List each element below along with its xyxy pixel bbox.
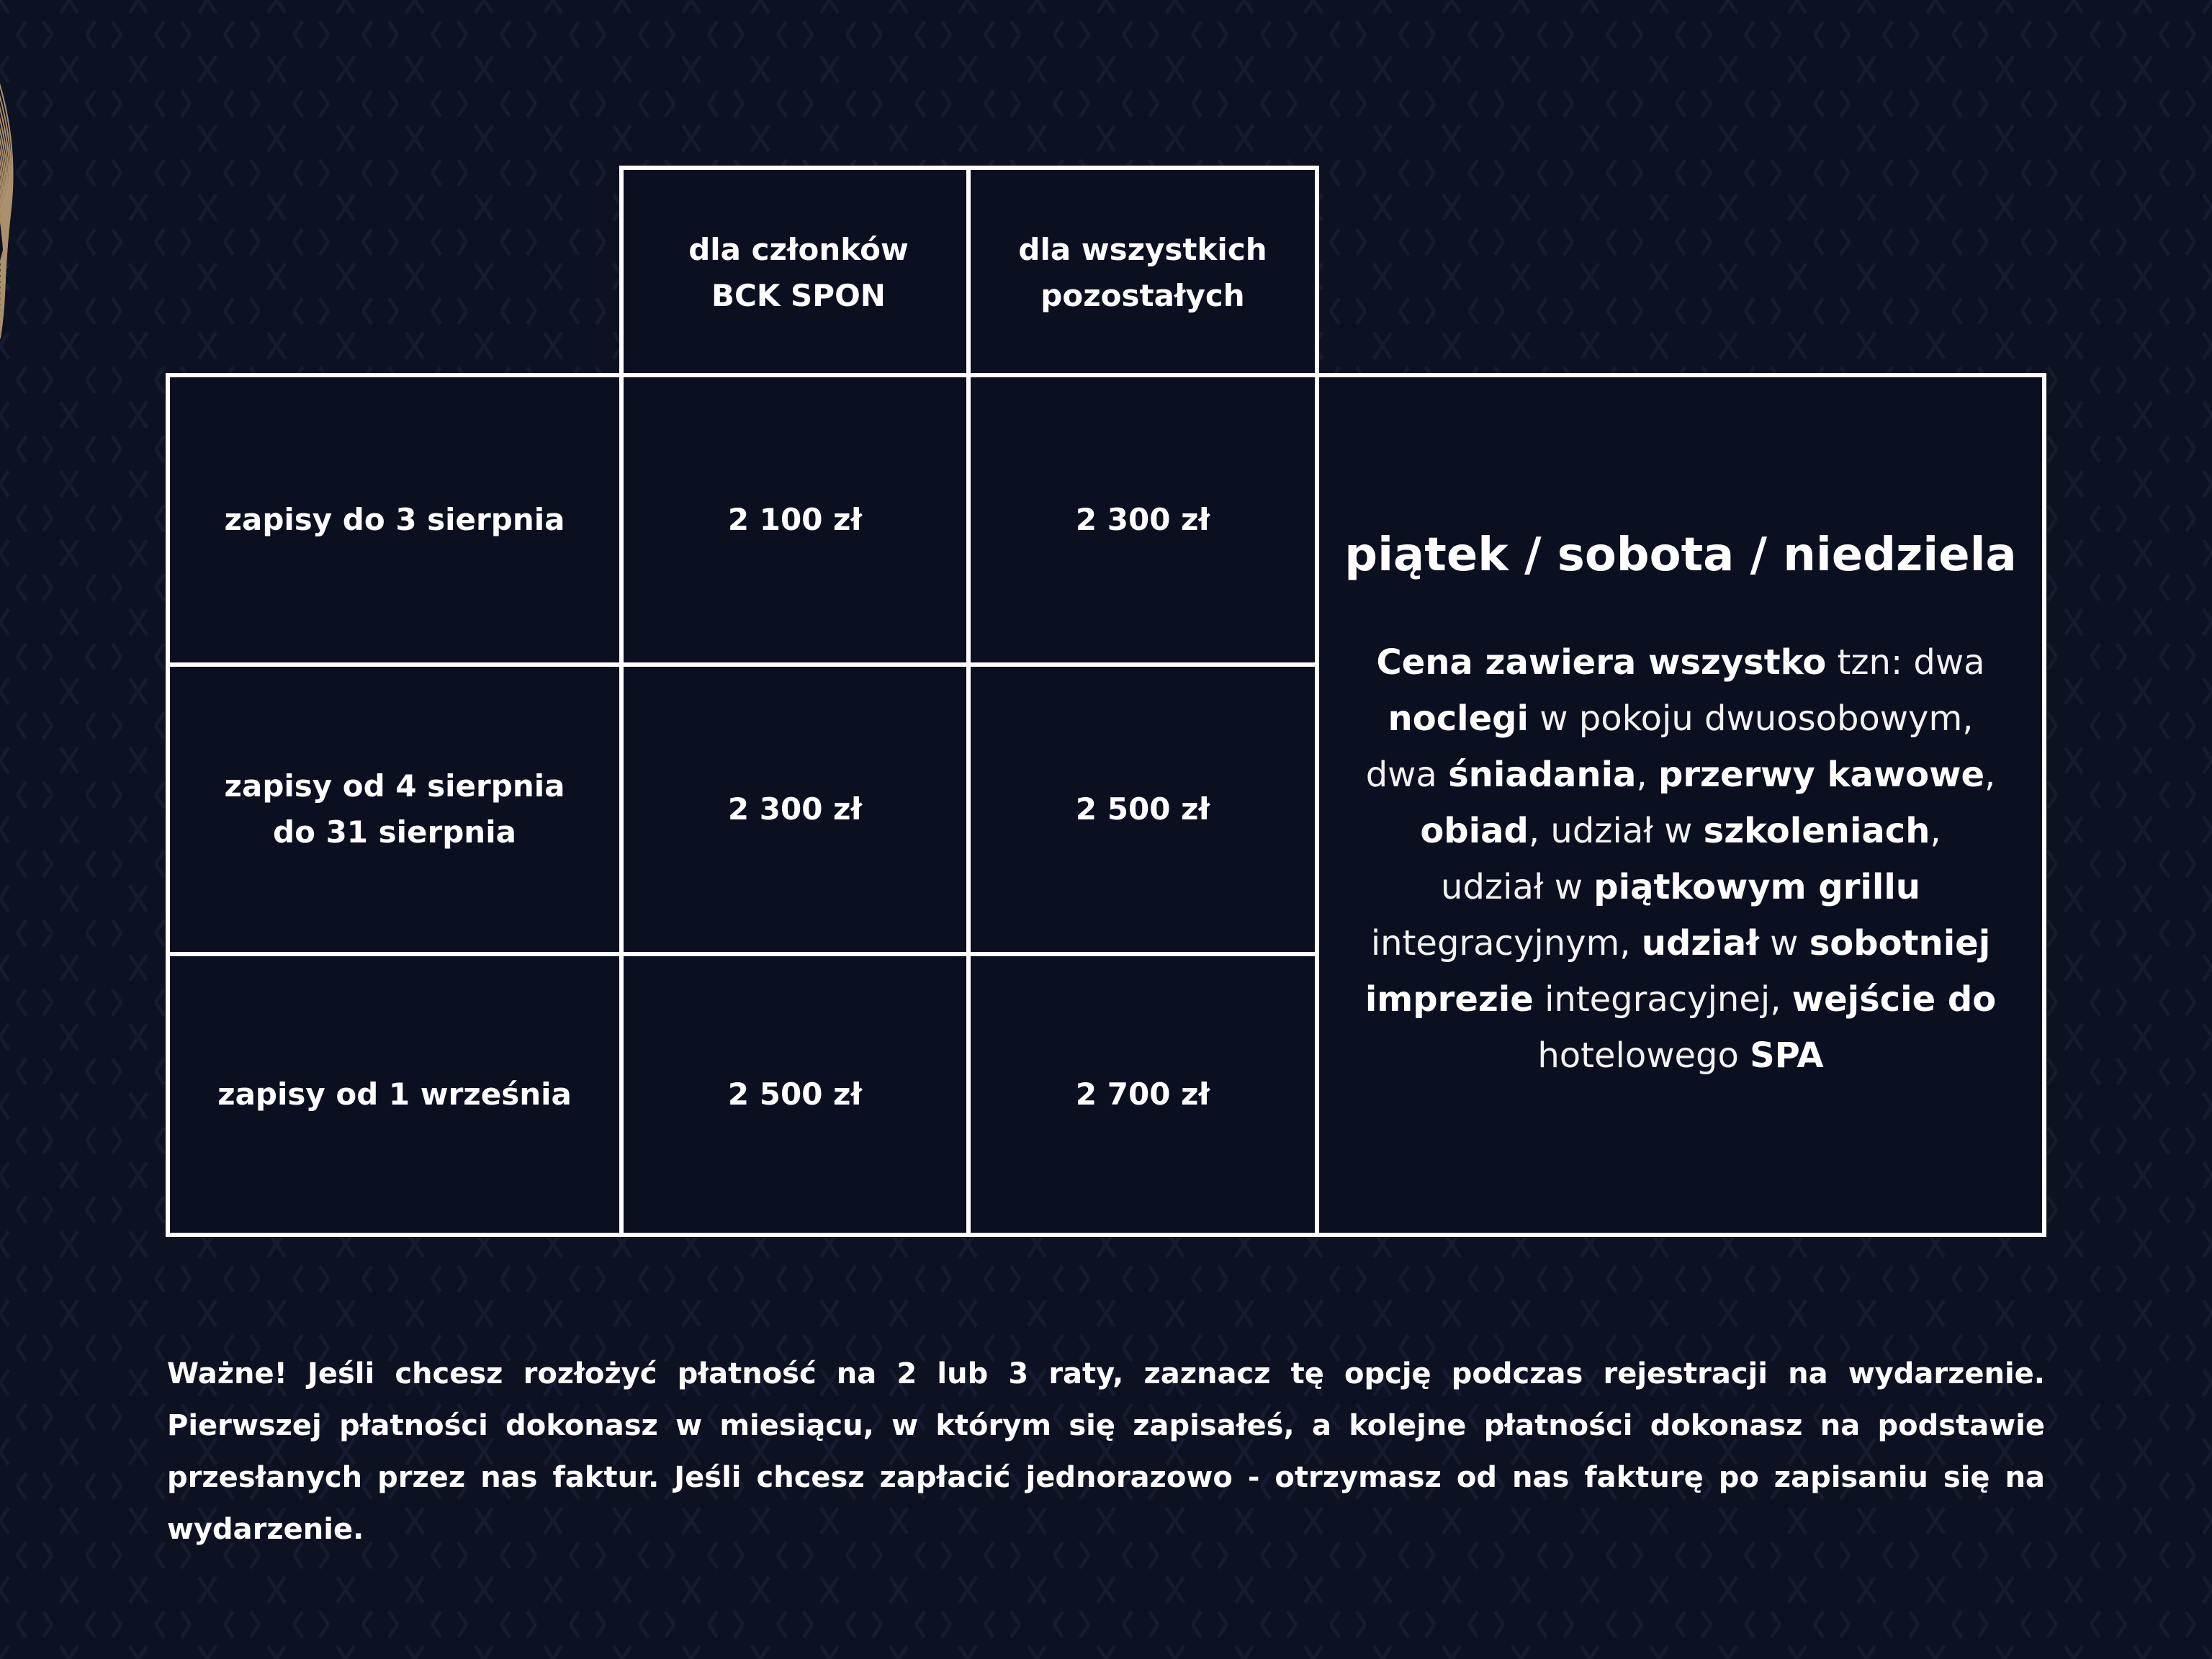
price-members: 2 100 zł [727,502,863,537]
description-bold-segment: udział [1641,923,1759,963]
description-bold-segment: przerwy kawowe [1658,755,1985,795]
row-label-cell [166,662,624,956]
description-bold-segment: wejście do [1791,979,1997,1020]
description-bold-segment: SPA [1750,1035,1824,1076]
description-bold-segment: obiad [1420,811,1529,851]
price-cell [966,373,1319,667]
description-segment: integracyjnej, [1533,979,1792,1020]
description-bold-segment: noclegi [1388,698,1529,739]
description-bold-segment: szkoleniach [1703,811,1930,851]
days-title: piątek / sobota / niedziela [1344,529,2017,582]
price-members: 2 300 zł [727,791,863,827]
description-bold-segment: sobotniej imprezie [1364,923,1991,1020]
price-others: 2 700 zł [1075,1076,1210,1112]
header-members-label: dla członków BCK SPON [688,232,909,313]
row-label-cell [166,373,624,667]
header-others-label: dla wszystkich pozostałych [1018,232,1267,313]
price-includes-text [1364,634,1997,1084]
price-cell [619,952,971,1237]
description-bold-segment: Cena zawiera wszystko [1376,642,1827,683]
price-others: 2 300 zł [1075,502,1210,537]
description-segment: hotelowego [1537,1035,1750,1076]
price-cell [619,373,971,667]
description-bold-segment: piątkowym grillu [1593,867,1920,907]
description-segment: , [1984,755,1996,795]
header-members-cell [619,166,978,380]
description-bold-segment: śniadania [1448,755,1637,795]
header-others-cell [966,166,1319,380]
description-segment: integracyjnym, [1370,923,1642,963]
price-members: 2 500 zł [727,1076,863,1112]
row-label: zapisy do 3 sierpnia [224,502,565,537]
description-segment: w pokoju dwuosobowym, dwa [1365,698,1974,795]
description-segment: tzn: dwa [1826,642,1985,683]
row-label: zapisy od 4 sierpnia do 31 sierpnia [224,768,565,850]
description-segment: , udział w [1528,811,1704,851]
price-cell [619,662,971,956]
row-label-cell [166,952,624,1237]
info-cell [1315,373,2046,1237]
row-label: zapisy od 1 września [217,1076,572,1112]
description-segment: , udział w [1441,811,1941,907]
price-others: 2 500 zł [1075,791,1210,827]
price-cell [966,662,1319,956]
description-segment: w [1758,923,1809,963]
price-cell [966,952,1319,1237]
payment-notice: Ważne! Jeśli chcesz rozłożyć płatność na 2 lub 3 raty, zaznacz tę opcję podczas rejestracji na wydarzenie. Pierwszej płatności dokonasz w miesiącu, w którym się zapisałeś, a kolejne płatności dokonasz na podstawie przesłanych przez nas faktur. Jeśli chcesz zapłacić jednorazowo - otrzymasz od nas fakturę po zapisaniu się na wydarzenie. [167,1357,2045,1546]
description-segment: , [1636,755,1658,795]
decorative-arcs [0,0,187,360]
